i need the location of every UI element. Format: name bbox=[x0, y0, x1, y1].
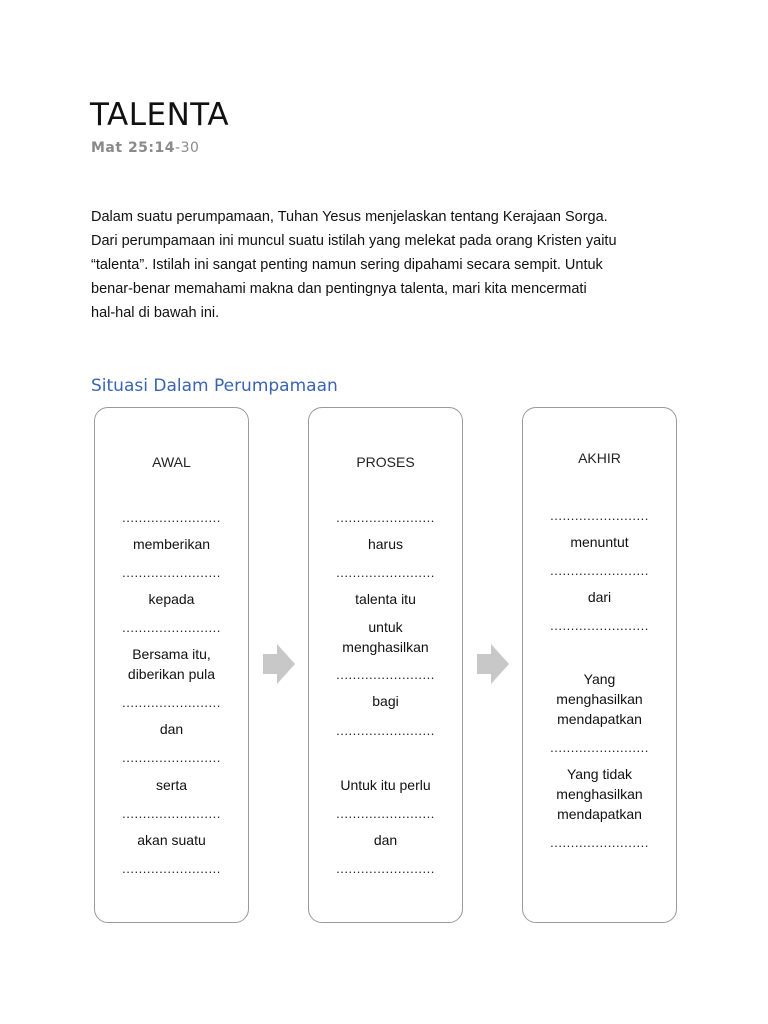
column-text: talenta itu bbox=[355, 591, 416, 607]
arrow-right-icon bbox=[263, 644, 295, 684]
column-text: Untuk itu perlu bbox=[340, 777, 431, 793]
intro-paragraph bbox=[91, 205, 681, 325]
column-header: AKHIR bbox=[578, 450, 621, 466]
intro-line: hal-hal di bawah ini. bbox=[91, 305, 220, 321]
blank-line: ........................ bbox=[122, 750, 221, 765]
column-text: Yang bbox=[583, 671, 616, 687]
column-text: menghasilkan bbox=[556, 691, 643, 707]
blank-line: ........................ bbox=[336, 667, 435, 682]
blank-line: ........................ bbox=[122, 565, 221, 580]
blank-line: ........................ bbox=[122, 806, 221, 821]
intro-line: Dari perumpamaan ini muncul suatu istilah yang melekat pada orang Kristen yaitu bbox=[91, 233, 617, 249]
arrow-right-icon bbox=[477, 644, 509, 684]
column-text: dan bbox=[373, 832, 398, 848]
column-text: serta bbox=[155, 777, 188, 793]
blank-line: ........................ bbox=[122, 695, 221, 710]
blank-line: ........................ bbox=[336, 510, 435, 525]
scripture-reference-range: -30 bbox=[175, 140, 200, 156]
blank-line: ........................ bbox=[550, 618, 649, 633]
blank-line: ........................ bbox=[122, 620, 221, 635]
column-text: untuk bbox=[368, 619, 403, 635]
scripture-reference bbox=[91, 140, 199, 156]
blank-line: ........................ bbox=[336, 565, 435, 580]
page-title: TALENTA bbox=[90, 97, 230, 133]
column-text: bagi bbox=[372, 693, 399, 709]
blank-line: ........................ bbox=[336, 861, 435, 876]
blank-line: ........................ bbox=[550, 508, 649, 523]
column-text: dan bbox=[159, 721, 184, 737]
blank-line: ........................ bbox=[336, 806, 435, 821]
column-text: dari bbox=[587, 589, 612, 605]
blank-line: ........................ bbox=[550, 563, 649, 578]
intro-line: “talenta”. Istilah ini sangat penting namun sering dipahami secara sempit. Untuk bbox=[91, 257, 603, 273]
column-text: menghasilkan bbox=[342, 639, 429, 655]
scripture-reference-main: Mat 25:14 bbox=[91, 140, 176, 156]
section-heading: Situasi Dalam Perumpamaan bbox=[91, 376, 338, 396]
column-text: Bersama itu, bbox=[132, 646, 211, 662]
column-text: mendapatkan bbox=[557, 806, 642, 822]
column-text: menuntut bbox=[570, 534, 629, 550]
blank-line: ........................ bbox=[122, 510, 221, 525]
column-text: memberikan bbox=[132, 536, 211, 552]
column-akhir bbox=[522, 407, 677, 923]
column-text: menghasilkan bbox=[556, 786, 643, 802]
intro-line: benar-benar memahami makna dan pentingnya talenta, mari kita mencermati bbox=[91, 281, 587, 297]
column-header: PROSES bbox=[356, 454, 415, 470]
blank-line: ........................ bbox=[550, 740, 649, 755]
column-text: Yang tidak bbox=[566, 766, 633, 782]
column-proses bbox=[308, 407, 463, 923]
column-text: harus bbox=[367, 536, 404, 552]
blank-line: ........................ bbox=[550, 835, 649, 850]
column-header: AWAL bbox=[152, 454, 191, 470]
column-text: diberikan pula bbox=[127, 666, 216, 682]
blank-line: ........................ bbox=[336, 723, 435, 738]
column-text: kepada bbox=[148, 591, 195, 607]
intro-line: Dalam suatu perumpamaan, Tuhan Yesus menjelaskan tentang Kerajaan Sorga. bbox=[91, 209, 608, 225]
column-text: mendapatkan bbox=[557, 711, 642, 727]
column-text: akan suatu bbox=[137, 832, 206, 848]
column-awal bbox=[94, 407, 249, 923]
blank-line: ........................ bbox=[122, 861, 221, 876]
